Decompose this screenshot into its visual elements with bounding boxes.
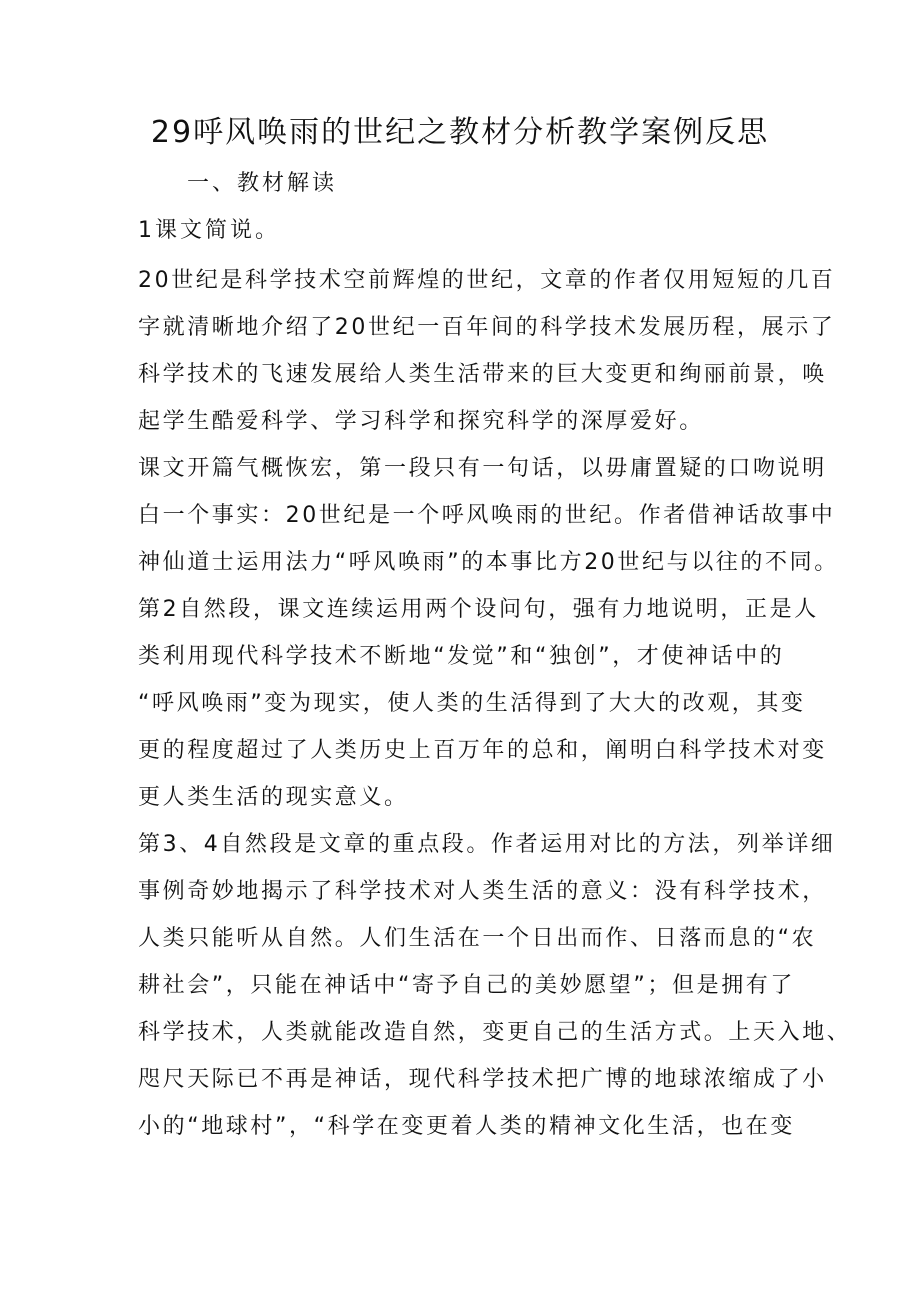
text-line: 白一个事实：20世纪是一个呼风唤雨的世纪。作者借神话故事中 bbox=[138, 503, 836, 528]
paragraph-4 bbox=[138, 821, 852, 1150]
text-line: 课文开篇气概恢宏，第一段只有一句话，以毋庸置疑的口吻说明 bbox=[138, 456, 827, 481]
text-line: 科学技术，人类就能改造自然，变更自己的生活方式。上天入地、 bbox=[138, 1020, 852, 1045]
section-heading: 一、教材解读 bbox=[187, 171, 338, 196]
text-line: 第2自然段，课文连续运用两个设问句，强有力地说明，正是人 bbox=[138, 597, 819, 622]
sub-heading: 1课文简说。 bbox=[138, 218, 280, 243]
text-line: 咫尺天际已不再是神话，现代科学技术把广博的地球浓缩成了小 bbox=[138, 1067, 827, 1092]
text-line: “呼风唤雨”变为现实，使人类的生活得到了大大的改观，其变 bbox=[138, 691, 806, 716]
text-line: 20世纪是科学技术空前辉煌的世纪，文章的作者仅用短短的几百 bbox=[138, 268, 836, 293]
document-title: 29呼风唤雨的世纪之教材分析教学案例反思 bbox=[150, 115, 770, 150]
text-line: 耕社会”，只能在神话中“寄予自己的美妙愿望”；但是拥有了 bbox=[138, 973, 795, 998]
paragraph-2 bbox=[138, 445, 839, 586]
text-line: 类利用现代科学技术不断地“发觉”和“独创”，才使神话中的 bbox=[138, 644, 785, 669]
text-line: 起学生酷爱科学、学习科学和探究科学的深厚爱好。 bbox=[138, 409, 704, 434]
text-line: 字就清晰地介绍了20世纪一百年间的科学技术发展历程，展示了 bbox=[138, 315, 836, 340]
text-line: 事例奇妙地揭示了科学技术对人类生活的意义：没有科学技术， bbox=[138, 879, 827, 904]
text-line: 科学技术的飞速发展给人类生活带来的巨大变更和绚丽前景，唤 bbox=[138, 362, 827, 387]
text-line: 更人类生活的现实意义。 bbox=[138, 785, 409, 810]
text-line: 小的“地球村”，“科学在变更着人类的精神文化生活，也在变 bbox=[138, 1114, 795, 1139]
body-text bbox=[138, 257, 852, 1150]
text-line: 人类只能听从自然。人们生活在一个日出而作、日落而息的“农 bbox=[138, 926, 817, 951]
text-line: 更的程度超过了人类历史上百万年的总和，阐明白科学技术对变 bbox=[138, 738, 827, 763]
paragraph-1 bbox=[138, 257, 836, 445]
text-line: 第3、4自然段是文章的重点段。作者运用对比的方法，列举详细 bbox=[138, 832, 836, 857]
text-line: 神仙道士运用法力“呼风唤雨”的本事比方20世纪与以往的不同。 bbox=[138, 550, 839, 575]
paragraph-3 bbox=[138, 586, 827, 821]
